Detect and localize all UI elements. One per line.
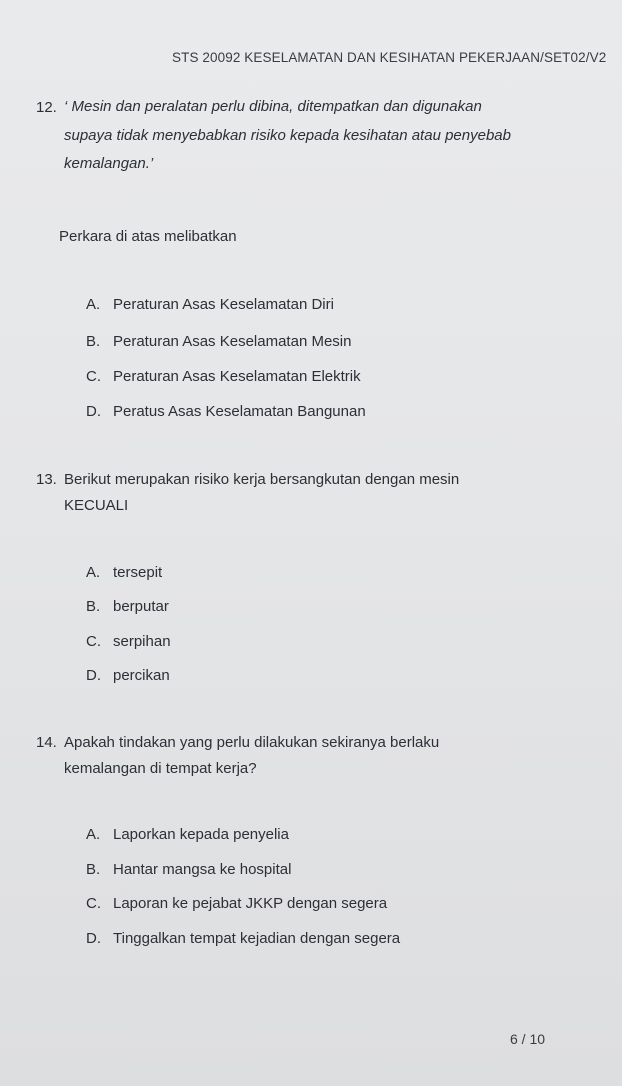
question-14-option-d (86, 930, 400, 947)
option-text: Peraturan Asas Keselamatan Diri (113, 296, 334, 313)
option-letter: B. (86, 598, 101, 615)
option-letter: A. (86, 564, 101, 581)
option-text: Tinggalkan tempat kejadian dengan segera (113, 930, 401, 947)
question-12-option-a (86, 296, 334, 313)
option-letter: B. (86, 861, 101, 878)
option-text: Peraturan Asas Keselamatan Mesin (113, 333, 352, 350)
option-text: percikan (113, 667, 170, 684)
question-14-option-a (86, 826, 289, 843)
question-12-text-line-2: supaya tidak menyebabkan risiko kepada kesihatan atau penyebab (64, 127, 511, 144)
option-text: berputar (113, 598, 169, 615)
question-14-text-line-1: Apakah tindakan yang perlu dilakukan sekiranya berlaku (64, 734, 440, 751)
question-12-text-line-1: ‘ Mesin dan peralatan perlu dibina, ditempatkan dan digunakan (64, 98, 482, 115)
option-letter: C. (86, 368, 101, 385)
question-13-option-a (86, 564, 162, 581)
question-14-number: 14. (36, 734, 57, 751)
option-text: serpihan (113, 633, 171, 650)
question-12-option-b (86, 333, 351, 350)
option-text: Laporan ke pejabat JKKP dengan segera (113, 895, 388, 912)
question-13-option-d (86, 667, 170, 684)
question-12-text-line-3: kemalangan.’ (64, 155, 154, 172)
option-letter: A. (86, 296, 101, 313)
option-text: Peraturan Asas Keselamatan Elektrik (113, 368, 361, 385)
question-13-option-b (86, 598, 169, 615)
question-14-option-c (86, 895, 387, 912)
question-14-option-b (86, 861, 291, 878)
option-text: Peratus Asas Keselamatan Bangunan (113, 403, 366, 420)
option-letter: C. (86, 633, 101, 650)
question-13-text-line-1: Berikut merupakan risiko kerja bersangkutan dengan mesin (64, 471, 460, 488)
question-14-text-line-2: kemalangan di tempat kerja? (64, 760, 257, 777)
document-header: STS 20092 KESELAMATAN DAN KESIHATAN PEKERJAAN/SET02/V2 (172, 50, 607, 65)
option-text: Laporkan kepada penyelia (113, 826, 289, 843)
question-12-number: 12. (36, 99, 57, 116)
option-text: Hantar mangsa ke hospital (113, 861, 292, 878)
page-number: 6 / 10 (510, 1031, 546, 1047)
option-letter: C. (86, 895, 101, 912)
option-letter: B. (86, 333, 101, 350)
option-letter: D. (86, 930, 101, 947)
question-12-option-d (86, 403, 366, 420)
question-12-option-c (86, 368, 361, 385)
option-letter: A. (86, 826, 101, 843)
question-12-prompt: Perkara di atas melibatkan (59, 228, 237, 245)
question-13-number: 13. (36, 471, 57, 488)
option-letter: D. (86, 667, 101, 684)
question-13-option-c (86, 633, 171, 650)
question-13-text-line-2: KECUALI (64, 497, 129, 514)
option-text: tersepit (113, 564, 163, 581)
option-letter: D. (86, 403, 101, 420)
